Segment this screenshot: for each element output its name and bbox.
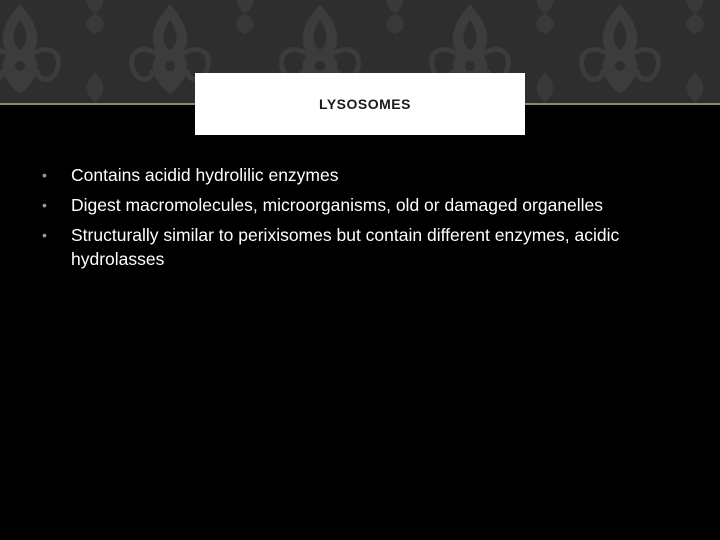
bullet-item	[40, 163, 680, 187]
slide-title: LYSOSOMES	[319, 96, 411, 112]
bullet-text: Digest macromolecules, microorganisms, old or damaged organelles	[71, 195, 604, 215]
bullet-icon: •	[42, 197, 47, 213]
bullet-list	[40, 163, 680, 277]
bullet-icon: •	[42, 227, 47, 243]
bullet-text: Contains acidid hydrolilic enzymes	[71, 165, 339, 185]
bullet-item	[40, 223, 680, 271]
bullet-icon: •	[42, 167, 47, 183]
bullet-item	[40, 193, 680, 217]
title-box	[195, 73, 525, 135]
bullet-text: Structurally similar to perixisomes but contain different enzymes, acidic hydrolasses	[71, 225, 620, 269]
